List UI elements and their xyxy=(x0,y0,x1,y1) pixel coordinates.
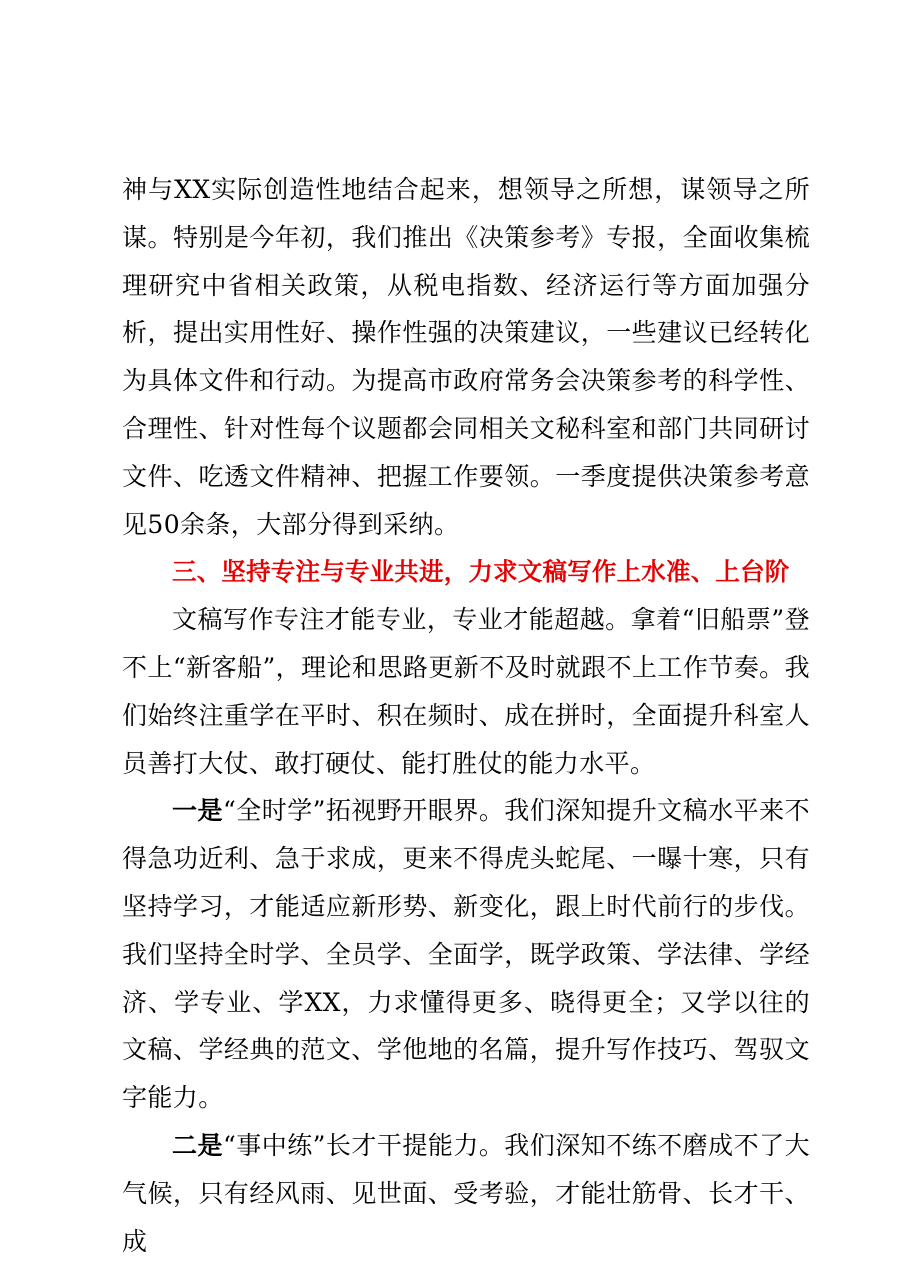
point-text-1: “全时学”拓视野开眼界。我们深知提升文稿水平来不得急功近利、急于求成，更来不得虎头蛇尾、一曝十寒，只有坚持学习，才能适应新形势、新变化，跟上时代前行的步伐。我们坚持全时学、全员学、全面学，既学政策、学法律、学经济、学专业、学XX，力求懂得更多、晓得更全；又学以往的文稿、学经典的范文、学他地的名篇，提升写作技巧、驾驭文字能力。 xyxy=(122,796,810,1113)
point-lead-1: 一是 xyxy=(172,796,223,826)
point-lead-2: 二是 xyxy=(172,1130,223,1160)
point-paragraph-1 xyxy=(122,787,810,1122)
point-paragraph-2 xyxy=(122,1122,810,1265)
continued-paragraph-text: 神与XX实际创造性地结合起来，想领导之所想，谋领导之所谋。特别是今年初，我们推出《决策参考》专报，全面收集梳理研究中省相关政策，从税电指数、经济运行等方面加强分析，提出实用性好、操作性强的决策建议，一些建议已经转化为具体文件和行动。为提高市政府常务会决策参考的科学性、合理性、针对性每个议题都会同相关文秘科室和部门共同研讨文件、吃透文件精神、把握工作要领。一季度提供决策参考意见50余条，大部分得到采纳。 xyxy=(122,175,810,539)
section-heading: 三、坚持专注与专业共进，力求文稿写作上水准、上台阶 xyxy=(172,557,790,587)
point-text-2: “事中练”长才干提能力。我们深知不练不磨成不了大气候，只有经风雨、见世面、受考验，才能壮筋骨、长才干、成 xyxy=(122,1130,810,1256)
continued-paragraph xyxy=(122,166,810,548)
document-body xyxy=(122,166,810,1265)
section-intro-paragraph xyxy=(122,596,810,787)
section-intro-text: 文稿写作专注才能专业，专业才能超越。拿着“旧船票”登不上“新客船”，理论和思路更新不及时就跟不上工作节奏。我们始终注重学在平时、积在频时、成在拼时，全面提升科室人员善打大仗、敢打硬仗、能打胜仗的能力水平。 xyxy=(122,605,810,778)
